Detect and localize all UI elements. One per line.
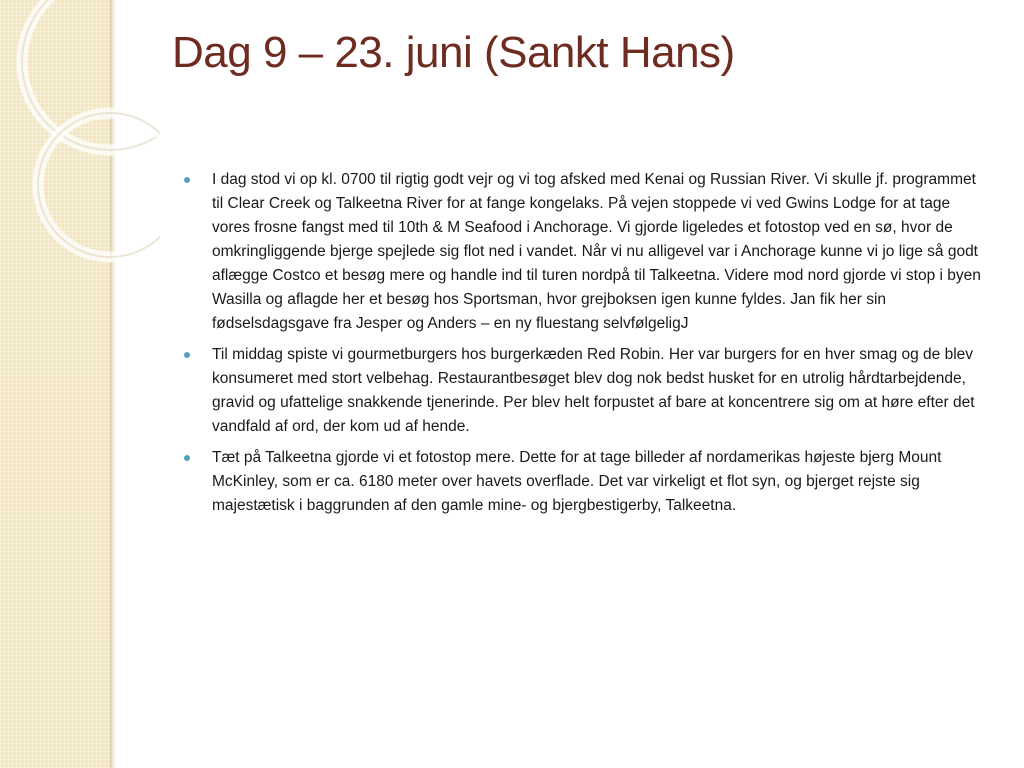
bullet-item [182, 343, 990, 439]
bullet-text: I dag stod vi op kl. 0700 til rigtig godt vejr og vi tog afsked med Kenai og Russian River. Vi skulle jf. programmet til Clear Creek og Talkeetna River for at fange kongelaks. På vejen stoppede vi ved Gwins Lodge for at tage vores frosne fangst med til 10th & M Seafood i Anchorage. Vi gjorde ligeledes et fotostop ved en sø, hvor de omkringliggende bjerge spejlede sig flot ned i vandet. Når vi nu alligevel var i Anchorage kunne vi jo lige så godt aflægge Costco et besøg mere og handle ind til turen nordpå til Talkeetna. Videre mod nord gjorde vi stop i byen Wasilla og aflagde her et besøg hos Sportsman, hvor grejboksen igen kunne fyldes. Jan fik her sin fødselsdagsgave fra Jesper og Anders – en ny fluestang selvfølgeligJ [212, 171, 981, 332]
bullet-text: Til middag spiste vi gourmetburgers hos burgerkæden Red Robin. Her var burgers for en hver smag og de blev konsumeret med stort velbehag. Restaurantbesøget blev dog nok bedst husket for en utrolig hårdtarbejdende, gravid og ufattelige snakkende tjenerinde. Per blev helt forpustet af bare at koncentrere sig om at høre efter det vandfald af ord, der kom ud af hende. [212, 346, 975, 435]
bullet-text: Tæt på Talkeetna gjorde vi et fotostop mere. Dette for at tage billeder af nordamerikas højeste bjerg Mount McKinley, som er ca. 6180 meter over havets overflade. Det var virkeligt et flot syn, og bjerget rejste sig majestætisk i baggrunden af den gamle mine- og bjergbestigerby, Talkeetna. [212, 449, 942, 514]
bullet-item [182, 446, 990, 518]
bullet-icon [184, 177, 190, 183]
side-panel-edge [110, 0, 116, 768]
bullet-list [182, 168, 990, 525]
slide-title: Dag 9 – 23. juni (Sankt Hans) [172, 28, 735, 77]
bullet-item [182, 168, 990, 336]
bullet-icon [184, 352, 190, 358]
bullet-icon [184, 455, 190, 461]
decorative-side-panel [0, 0, 110, 768]
